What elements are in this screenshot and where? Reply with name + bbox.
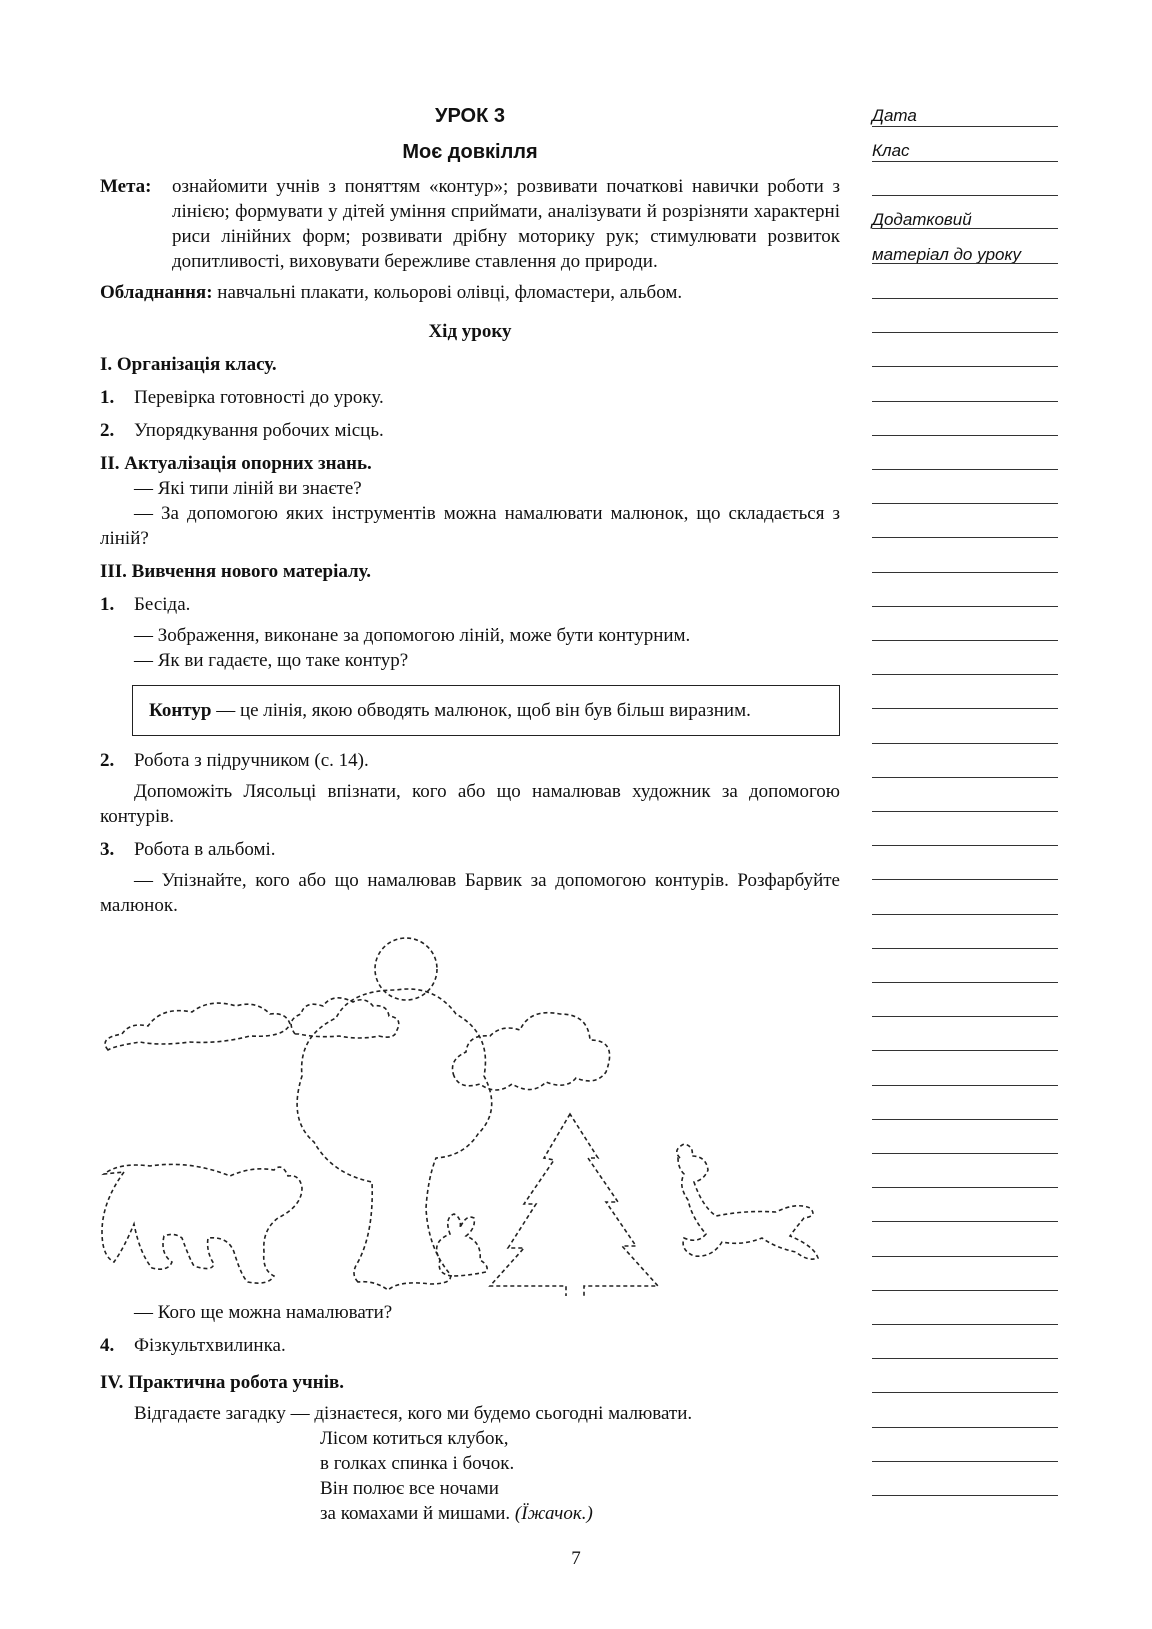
note-line: [872, 332, 1058, 333]
riddle-answer: (Їжачок.): [514, 1503, 593, 1524]
section-3-item-3-text: — Упізнайте, кого або що намалював Барвик за допомогою контурів. Розфарбуйте малюнок.: [100, 870, 840, 916]
section-3-question: — Кого ще можна намалювати?: [134, 1302, 393, 1323]
note-line: [872, 708, 1058, 709]
definition-term: Контур: [149, 700, 212, 721]
note-line: [872, 435, 1058, 436]
section-3-item-4: [100, 1333, 840, 1358]
note-line: [872, 298, 1058, 299]
lesson-goal: [100, 174, 840, 274]
bear-contour: [102, 1164, 302, 1283]
section-3-dialogue-2: — Як ви гадаєте, що таке контур?: [134, 650, 409, 671]
item-number: 2.: [100, 750, 115, 771]
note-line: [872, 845, 1058, 846]
note-line: [872, 777, 1058, 778]
goal-label: Мета:: [100, 176, 152, 197]
note-line: [872, 537, 1058, 538]
note-line: [872, 1221, 1058, 1222]
item-number: 2.: [100, 420, 115, 441]
cloud-contour: [453, 1013, 610, 1090]
note-line: [872, 572, 1058, 573]
date-label: Дата: [872, 106, 917, 125]
item-text: Перевірка готовності до уроку.: [134, 387, 384, 408]
section-4-title: IV. Практична робота учнів.: [100, 1372, 344, 1393]
section-3-title: ІІІ. Вивчення нового матеріалу.: [100, 561, 372, 582]
note-line: [872, 879, 1058, 880]
note-line: [872, 401, 1058, 402]
note-line: [872, 1016, 1058, 1017]
lesson-content: [100, 104, 840, 1526]
equipment-label: Обладнання:: [100, 282, 213, 303]
note-line: [872, 1324, 1058, 1325]
section-4-intro: Відгадаєте загадку — дізнаєтеся, кого ми будемо сьогодні малювати.: [134, 1403, 693, 1424]
note-line: [872, 228, 1058, 229]
note-line: [872, 1256, 1058, 1257]
note-line: [872, 982, 1058, 983]
lesson-topic: Моє довкілля: [402, 141, 538, 163]
item-text: Робота з підручником (с. 14).: [134, 750, 369, 771]
item-text: Робота в альбомі.: [134, 839, 276, 860]
fir-tree-contour: [490, 1114, 658, 1296]
note-line: [872, 1187, 1058, 1188]
note-line: [872, 263, 1058, 264]
section-3-dialogue-1: — Зображення, виконане за допомогою ліній, може бути контурним.: [134, 625, 691, 646]
note-line: [872, 1358, 1058, 1359]
item-number: 3.: [100, 839, 115, 860]
section-2-question-2: — За допомогою яких інструментів можна намалювати малюнок, що складається з ліній?: [100, 503, 840, 549]
note-line: [872, 1085, 1058, 1086]
note-line: [872, 161, 1058, 162]
note-line: [872, 606, 1058, 607]
item-number: 4.: [100, 1335, 115, 1356]
section-3-item-3: [100, 837, 840, 862]
cloud-contour: [105, 1003, 290, 1050]
item-text: Бесіда.: [134, 594, 191, 615]
section-1-item-2: [100, 418, 840, 443]
note-line: [872, 195, 1058, 196]
section-2-title: ІІ. Актуалізація опорних знань.: [100, 453, 372, 474]
extra-material-label: матеріал до уроку: [872, 245, 1022, 264]
goal-text: ознайомити учнів з поняттям «контур»; розвивати початкові навички роботи з лінією; формувати у дітей уміння сприймати, аналізувати й розрізняти характерні риси лінійних форм; розвивати дрібну моторику рук; стимулювати розвиток допитливості, виховувати бережливе ставлення до природи.: [172, 176, 840, 272]
section-2-question-1: — Які типи ліній ви знаєте?: [134, 478, 362, 499]
class-label: Клас: [872, 141, 910, 160]
note-line: [872, 469, 1058, 470]
section-3-item-2-text: Допоможіть Лясольці впізнати, кого або що намалював художник за допомогою контурів.: [100, 781, 840, 827]
cloud-contour: [291, 998, 399, 1038]
note-line: [872, 1427, 1058, 1428]
item-number: 1.: [100, 387, 115, 408]
riddle-line: Лісом котиться клубок,: [320, 1428, 509, 1449]
note-line: [872, 1290, 1058, 1291]
section-1-item-1: [100, 385, 840, 410]
section-3-item-1: [100, 592, 840, 617]
deer-contour: [677, 1144, 818, 1259]
note-line: [872, 1119, 1058, 1120]
note-line: [872, 743, 1058, 744]
contour-illustration: [100, 926, 820, 1296]
section-1-title: І. Організація класу.: [100, 354, 277, 375]
note-line: [872, 1495, 1058, 1496]
page-number: 7: [571, 1548, 581, 1569]
note-line: [872, 640, 1058, 641]
lesson-number: УРОК 3: [435, 105, 505, 127]
equipment: [100, 280, 840, 305]
note-line: [872, 1153, 1058, 1154]
item-number: 1.: [100, 594, 115, 615]
riddle-line: за комахами й мишами.: [320, 1503, 511, 1524]
note-line: [872, 503, 1058, 504]
note-line: [872, 674, 1058, 675]
note-line: [872, 1392, 1058, 1393]
definition-box: [132, 685, 840, 736]
notes-sidebar: [872, 0, 1058, 1629]
course-title: Хід уроку: [428, 321, 512, 342]
riddle: [100, 1426, 840, 1526]
note-line: [872, 948, 1058, 949]
section-3-item-2: [100, 748, 840, 773]
item-text: Фізкультхвилинка.: [134, 1335, 286, 1356]
riddle-line: в голках спинка і бочок.: [320, 1453, 515, 1474]
riddle-line: Він полює все ночами: [320, 1478, 499, 1499]
note-line: [872, 366, 1058, 367]
note-line: [872, 1050, 1058, 1051]
item-text: Упорядкування робочих місць.: [134, 420, 384, 441]
note-line: [872, 1461, 1058, 1462]
note-line: [872, 914, 1058, 915]
note-line: [872, 811, 1058, 812]
extra-material-label: Додатковий: [872, 210, 972, 229]
equipment-text: навчальні плакати, кольорові олівці, фломастери, альбом.: [217, 282, 683, 303]
definition-text: — це лінія, якою обводять малюнок, щоб він був більш виразним.: [211, 700, 751, 721]
note-line: [872, 126, 1058, 127]
